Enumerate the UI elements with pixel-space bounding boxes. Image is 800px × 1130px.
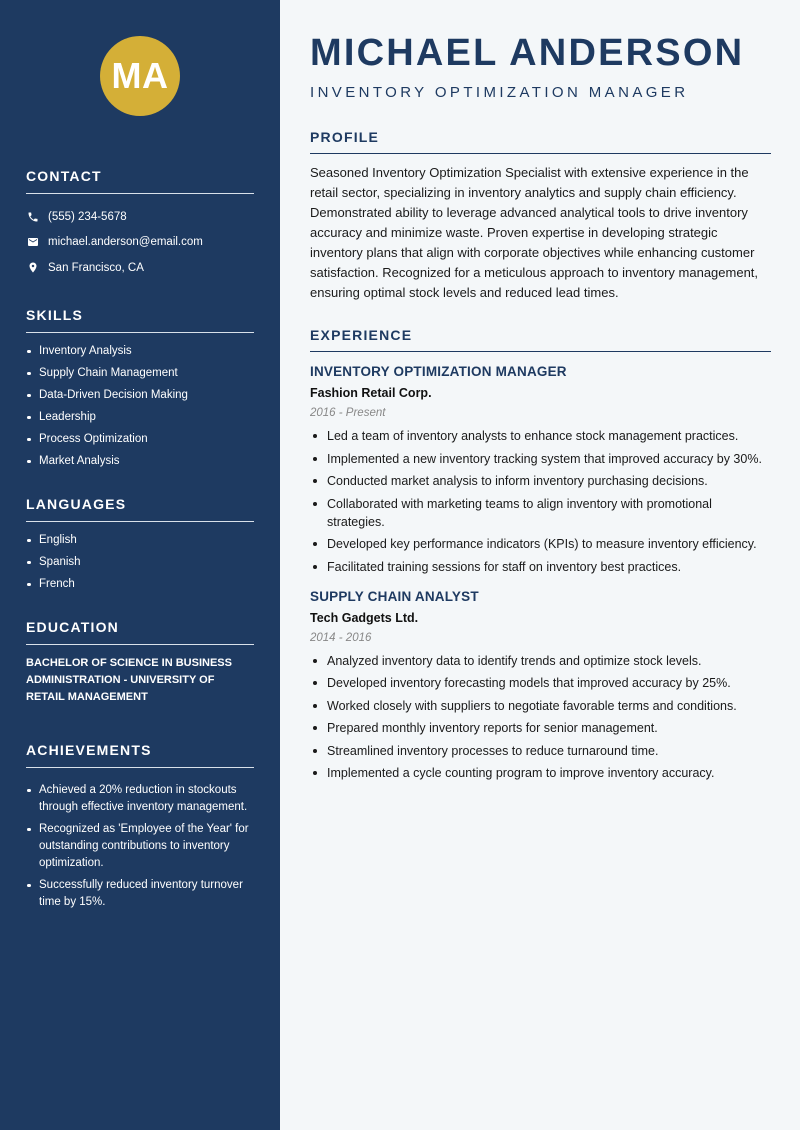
achievement-item: Successfully reduced inventory turnover time by 15%.: [26, 877, 254, 911]
languages-heading: LANGUAGES: [26, 496, 254, 522]
profile-heading: PROFILE: [310, 129, 771, 154]
job-bullet: Implemented a new inventory tracking system that improved accuracy by 30%.: [310, 450, 771, 468]
skills-list: [26, 343, 254, 470]
experience-heading: EXPERIENCE: [310, 327, 771, 352]
language-item: Spanish: [26, 554, 254, 571]
location-pin-icon: [26, 261, 40, 275]
job-bullet: Conducted market analysis to inform inventory purchasing decisions.: [310, 472, 771, 490]
job-company: Tech Gadgets Ltd.: [310, 610, 419, 625]
job-title: INVENTORY OPTIMIZATION MANAGER: [310, 364, 567, 379]
achievements-list: [26, 782, 254, 911]
sidebar: [0, 0, 280, 1130]
achievement-item: Recognized as 'Employee of the Year' for outstanding contributions to inventory optimization.: [26, 821, 254, 872]
profile-section: [310, 129, 771, 303]
job-entry: [310, 364, 771, 576]
avatar: MA: [100, 36, 180, 116]
job-bullet: Collaborated with marketing teams to align inventory with promotional strategies.: [310, 495, 771, 531]
language-item: French: [26, 576, 254, 593]
job-bullet: Prepared monthly inventory reports for senior management.: [310, 719, 771, 737]
contact-phone: [26, 204, 254, 230]
job-dates: 2014 - 2016: [310, 631, 372, 644]
contact-section: [26, 168, 254, 281]
candidate-name: MICHAEL ANDERSON: [310, 32, 745, 74]
achievement-item: Achieved a 20% reduction in stockouts through effective inventory management.: [26, 782, 254, 816]
job-title: SUPPLY CHAIN ANALYST: [310, 588, 479, 604]
job-bullet: Led a team of inventory analysts to enhance stock management practices.: [310, 427, 771, 445]
email-icon: [26, 235, 40, 249]
profile-text: Seasoned Inventory Optimization Specialist with extensive experience in the retail sector, specializing in inventory analytics and supply chain efficiency. Demonstrated ability to leverage advanced analytical tools to drive inventory accuracy and minimize waste. Proven expertise in developing strategic inventory plans that align with corporate objectives while enhancing customer satisfaction. Recognized for a meticulous approach to inventory management, ensuring optimal stock levels and reduced lead times.: [310, 165, 759, 300]
skill-item: Market Analysis: [26, 453, 254, 470]
phone-icon: [26, 210, 40, 224]
education-section: [26, 619, 254, 706]
job-entry: [310, 589, 771, 783]
main-content: [280, 0, 800, 1130]
contact-location: [26, 255, 254, 281]
contact-email: [26, 230, 254, 256]
job-bullets: [310, 652, 771, 783]
email-text: michael.anderson@email.com: [48, 236, 203, 249]
job-bullet: Developed inventory forecasting models that improved accuracy by 25%.: [310, 674, 771, 692]
skill-item: Leadership: [26, 409, 254, 426]
skill-item: Data-Driven Decision Making: [26, 387, 254, 404]
achievements-heading: ACHIEVEMENTS: [26, 742, 254, 768]
experience-section: [310, 327, 771, 782]
job-bullet: Facilitated training sessions for staff on inventory best practices.: [310, 558, 771, 576]
education-heading: EDUCATION: [26, 619, 254, 645]
skill-item: Inventory Analysis: [26, 343, 254, 360]
language-item: English: [26, 532, 254, 549]
candidate-title: INVENTORY OPTIMIZATION MANAGER: [310, 84, 689, 101]
job-bullet: Worked closely with suppliers to negotiate favorable terms and conditions.: [310, 697, 771, 715]
location-text: San Francisco, CA: [48, 261, 144, 274]
skills-heading: SKILLS: [26, 307, 254, 333]
job-bullet: Developed key performance indicators (KPIs) to measure inventory efficiency.: [310, 535, 771, 553]
skills-section: [26, 307, 254, 470]
job-company: Fashion Retail Corp.: [310, 386, 432, 400]
languages-section: [26, 496, 254, 593]
job-bullet: Analyzed inventory data to identify trends and optimize stock levels.: [310, 652, 771, 670]
job-bullet: Implemented a cycle counting program to improve inventory accuracy.: [310, 764, 771, 782]
achievements-section: [26, 742, 254, 911]
phone-text: (555) 234-5678: [48, 210, 127, 223]
job-bullets: [310, 427, 771, 576]
job-bullet: Streamlined inventory processes to reduce turnaround time.: [310, 742, 771, 760]
education-degree: BACHELOR OF SCIENCE IN BUSINESS ADMINISTRATION - UNIVERSITY OF RETAIL MANAGEMENT: [26, 656, 232, 703]
skill-item: Supply Chain Management: [26, 365, 254, 382]
job-dates: 2016 - Present: [310, 407, 386, 419]
languages-list: [26, 532, 254, 593]
skill-item: Process Optimization: [26, 431, 254, 448]
contact-heading: CONTACT: [26, 168, 254, 194]
